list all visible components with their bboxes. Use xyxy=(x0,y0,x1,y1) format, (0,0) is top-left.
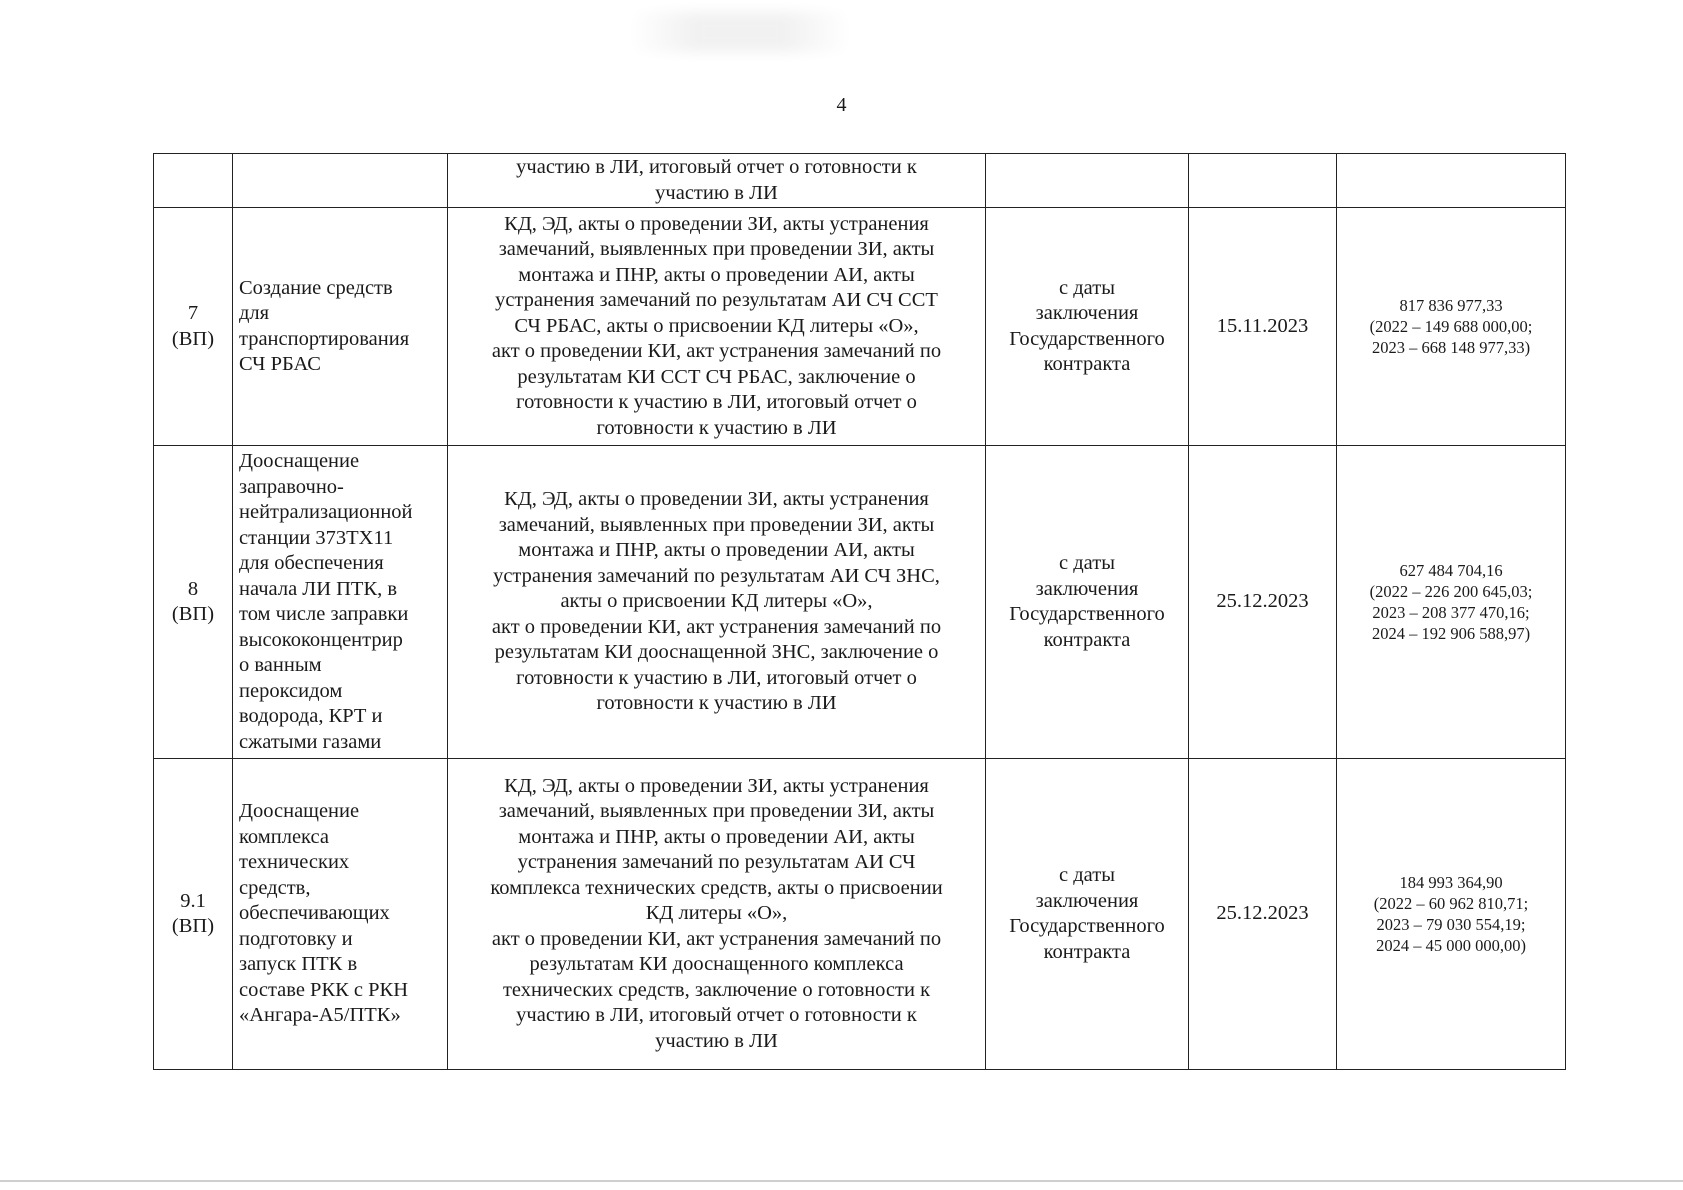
stage-documents-cell-line: комплекса технических средств, акты о присвоении xyxy=(490,876,943,899)
stage-documents-cell-line: КД, ЭД, акты о проведении ЗИ, акты устранения xyxy=(504,488,929,511)
stage-start-cell xyxy=(986,208,1189,446)
stage-documents-cell-line: КД литеры «О», xyxy=(645,902,788,925)
stage-name-cell-line: составе РКК с РКН xyxy=(239,978,409,1001)
stage-documents-cell-line: СЧ РБАС, акты о присвоении КД литеры «О», xyxy=(514,314,919,337)
stage-documents-cell-line: акты о присвоении КД литеры «О», xyxy=(560,590,873,613)
stage-cost-cell-line: 817 836 977,33 xyxy=(1399,296,1503,315)
stage-end-date-cell xyxy=(1189,208,1337,446)
stage-documents-cell-line: КД, ЭД, акты о проведении ЗИ, акты устранения xyxy=(504,774,929,797)
stage-end-date-cell-text: 25.12.2023 xyxy=(1216,590,1309,613)
stage-documents-cell-line: замечаний, выявленных при проведении ЗИ, акты xyxy=(498,800,935,823)
stage-start-cell xyxy=(986,759,1189,1070)
stage-number-cell-line: (ВП) xyxy=(171,603,215,625)
stage-documents-cell xyxy=(448,208,986,446)
stage-documents-cell-line: результатам КИ дооснащенной ЗНС, заключение о xyxy=(494,641,939,664)
stage-name-cell-line: Дооснащение xyxy=(239,800,360,823)
stage-name-cell xyxy=(233,208,448,446)
stage-name-cell-line: водорода, КРТ и xyxy=(239,705,383,727)
stage-start-cell-line: с даты xyxy=(1059,552,1115,574)
stage-number-cell-line: 9.1 xyxy=(180,889,206,912)
stage-documents-cell-line: готовности к участию в ЛИ xyxy=(596,692,837,715)
stage-name-cell-line: сжатыми газами xyxy=(239,730,382,753)
stage-cost-cell-line: 2024 – 45 000 000,00) xyxy=(1376,936,1526,955)
table-row xyxy=(154,154,1566,208)
stage-name-cell-line: том числе заправки xyxy=(239,603,409,625)
page-number: 4 xyxy=(836,94,847,116)
stage-start-cell-line: заключения xyxy=(1035,302,1139,324)
stage-number-cell-line: (ВП) xyxy=(171,327,215,350)
scan-artifact xyxy=(630,12,850,52)
stage-number-cell-line: 8 xyxy=(187,577,199,600)
stage-cost-cell xyxy=(1337,154,1566,208)
stage-start-cell-line: контракта xyxy=(1043,940,1131,963)
stage-documents-cell-line: устранения замечаний по результатам АИ СЧ ССТ xyxy=(495,289,938,312)
stage-end-date-cell xyxy=(1189,154,1337,208)
stage-number-cell xyxy=(154,208,233,446)
stage-start-cell-line: с даты xyxy=(1059,276,1115,299)
stage-number-cell-line: 7 xyxy=(187,302,199,324)
stage-end-date-cell-text: 15.11.2023 xyxy=(1216,314,1309,337)
stage-name-cell-line: Создание средств xyxy=(239,276,393,299)
stage-name-cell-line: «Ангара-А5/ПТК» xyxy=(239,1004,401,1027)
stage-documents-cell-line: акт о проведении КИ, акт устранения замечаний по xyxy=(491,927,942,950)
stage-documents-cell-line: замечаний, выявленных при проведении ЗИ, акты xyxy=(498,238,935,261)
stage-start-cell xyxy=(986,154,1189,208)
stage-number-cell xyxy=(154,446,233,759)
table-row xyxy=(154,446,1566,759)
stage-documents-cell-line: устранения замечаний по результатам АИ СЧ ЗНС, xyxy=(493,564,940,587)
stage-name-cell xyxy=(233,154,448,208)
stage-start-cell-line: Государственного xyxy=(1009,603,1165,625)
stage-name-cell-line: для xyxy=(239,302,270,324)
stage-cost-cell-line: 2023 – 79 030 554,19; xyxy=(1376,915,1526,934)
table-body xyxy=(154,154,1566,1070)
stage-documents-cell-line: технических средств, заключение о готовности к xyxy=(502,978,931,1001)
table-row xyxy=(154,208,1566,446)
stage-documents-cell-line: результатам КИ ССТ СЧ РБАС, заключение о xyxy=(517,365,916,388)
stage-start-cell-line: с даты xyxy=(1059,864,1115,886)
stage-cost-cell-line: 184 993 364,90 xyxy=(1399,873,1503,892)
stage-name-cell-line: комплекса xyxy=(239,825,329,848)
stage-name-cell-line: средств, xyxy=(239,876,311,899)
stage-start-cell-line: контракта xyxy=(1043,628,1131,651)
stage-cost-cell-line: (2022 – 226 200 645,03; xyxy=(1369,582,1533,601)
stage-number-cell xyxy=(154,759,233,1070)
stage-name-cell-line: транспортирования xyxy=(239,327,410,350)
stage-end-date-cell xyxy=(1189,446,1337,759)
stage-documents-cell-line: устранения замечаний по результатам АИ СЧ xyxy=(517,851,916,874)
stage-name-cell-line: подготовку и xyxy=(239,927,353,950)
stage-name-cell xyxy=(233,446,448,759)
stage-documents-cell-line: готовности к участию в ЛИ, итоговый отчет о xyxy=(516,391,917,414)
stages-table xyxy=(153,153,1566,1070)
stage-cost-cell-line: (2022 – 60 962 810,71; xyxy=(1373,894,1529,913)
stage-documents-cell-line: монтажа и ПНР, акты о проведении АИ, акты xyxy=(518,825,915,848)
stage-name-cell xyxy=(233,759,448,1070)
page-edge-line xyxy=(0,1180,1683,1182)
stage-start-cell-line: контракта xyxy=(1043,353,1131,375)
stage-documents-cell-line: КД, ЭД, акты о проведении ЗИ, акты устранения xyxy=(504,212,929,235)
stage-documents-cell xyxy=(448,154,986,208)
stage-documents-cell-line: готовности к участию в ЛИ xyxy=(596,416,837,439)
stage-name-cell-line: запуск ПТК в xyxy=(239,953,358,976)
stage-number-cell-line: (ВП) xyxy=(171,915,215,937)
stage-name-cell-line: о ванным xyxy=(239,654,322,676)
stage-documents-cell-line: монтажа и ПНР, акты о проведении АИ, акты xyxy=(518,263,915,286)
stage-documents-cell-line: результатам КИ дооснащенного комплекса xyxy=(529,953,904,976)
stage-cost-cell xyxy=(1337,208,1566,446)
stage-end-date-cell xyxy=(1189,759,1337,1070)
stage-start-cell-line: Государственного xyxy=(1009,915,1165,937)
stage-cost-cell-line: 2023 – 208 377 470,16; xyxy=(1372,603,1530,622)
stage-name-cell-line: пероксидом xyxy=(239,679,343,702)
stage-documents-cell-line: участию в ЛИ, итоговый отчет о готовности к xyxy=(516,156,917,178)
stage-start-cell xyxy=(986,446,1189,759)
stage-name-cell-line: станции 373ТХ11 xyxy=(239,526,394,549)
stage-documents-cell-line: готовности к участию в ЛИ, итоговый отчет о xyxy=(516,666,917,689)
table-row xyxy=(154,759,1566,1070)
stage-name-cell-line: нейтрализационной xyxy=(239,501,413,523)
stage-cost-cell-line: 2024 – 192 906 588,97) xyxy=(1371,624,1531,643)
stage-documents-cell-line: участию в ЛИ xyxy=(655,181,778,204)
stage-documents-cell-line: монтажа и ПНР, акты о проведении АИ, акты xyxy=(518,539,915,562)
stage-documents-cell-line: замечаний, выявленных при проведении ЗИ, акты xyxy=(498,513,935,536)
stage-cost-cell-line: 627 484 704,16 xyxy=(1399,561,1503,580)
stage-documents-cell-line: участию в ЛИ xyxy=(655,1029,778,1052)
stage-name-cell-line: СЧ РБАС xyxy=(239,353,321,375)
stage-cost-cell-line: (2022 – 149 688 000,00; xyxy=(1369,317,1533,336)
stage-cost-cell xyxy=(1337,759,1566,1070)
stage-start-cell-line: заключения xyxy=(1035,577,1139,600)
stage-number-cell xyxy=(154,154,233,208)
stage-cost-cell-line: 2023 – 668 148 977,33) xyxy=(1371,338,1531,357)
stage-documents-cell-line: акт о проведении КИ, акт устранения замечаний по xyxy=(491,615,942,638)
stage-name-cell-line: начала ЛИ ПТК, в xyxy=(239,577,398,600)
stage-name-cell-line: для обеспечения xyxy=(239,552,384,574)
stage-name-cell-line: Дооснащение xyxy=(239,450,360,472)
stage-start-cell-line: Государственного xyxy=(1009,327,1165,350)
stage-cost-cell xyxy=(1337,446,1566,759)
stage-name-cell-line: заправочно- xyxy=(239,475,344,498)
stage-documents-cell xyxy=(448,759,986,1070)
stage-name-cell-line: технических xyxy=(239,851,350,874)
stage-documents-cell-line: акт о проведении КИ, акт устранения замечаний по xyxy=(491,340,942,363)
stage-name-cell-line: высококонцентрир xyxy=(239,628,403,651)
stage-start-cell-line: заключения xyxy=(1035,889,1139,912)
stage-documents-cell xyxy=(448,446,986,759)
stage-documents-cell-line: участию в ЛИ, итоговый отчет о готовности к xyxy=(516,1004,917,1027)
stage-end-date-cell-text: 25.12.2023 xyxy=(1216,902,1309,925)
stage-name-cell-line: обеспечивающих xyxy=(239,902,390,925)
